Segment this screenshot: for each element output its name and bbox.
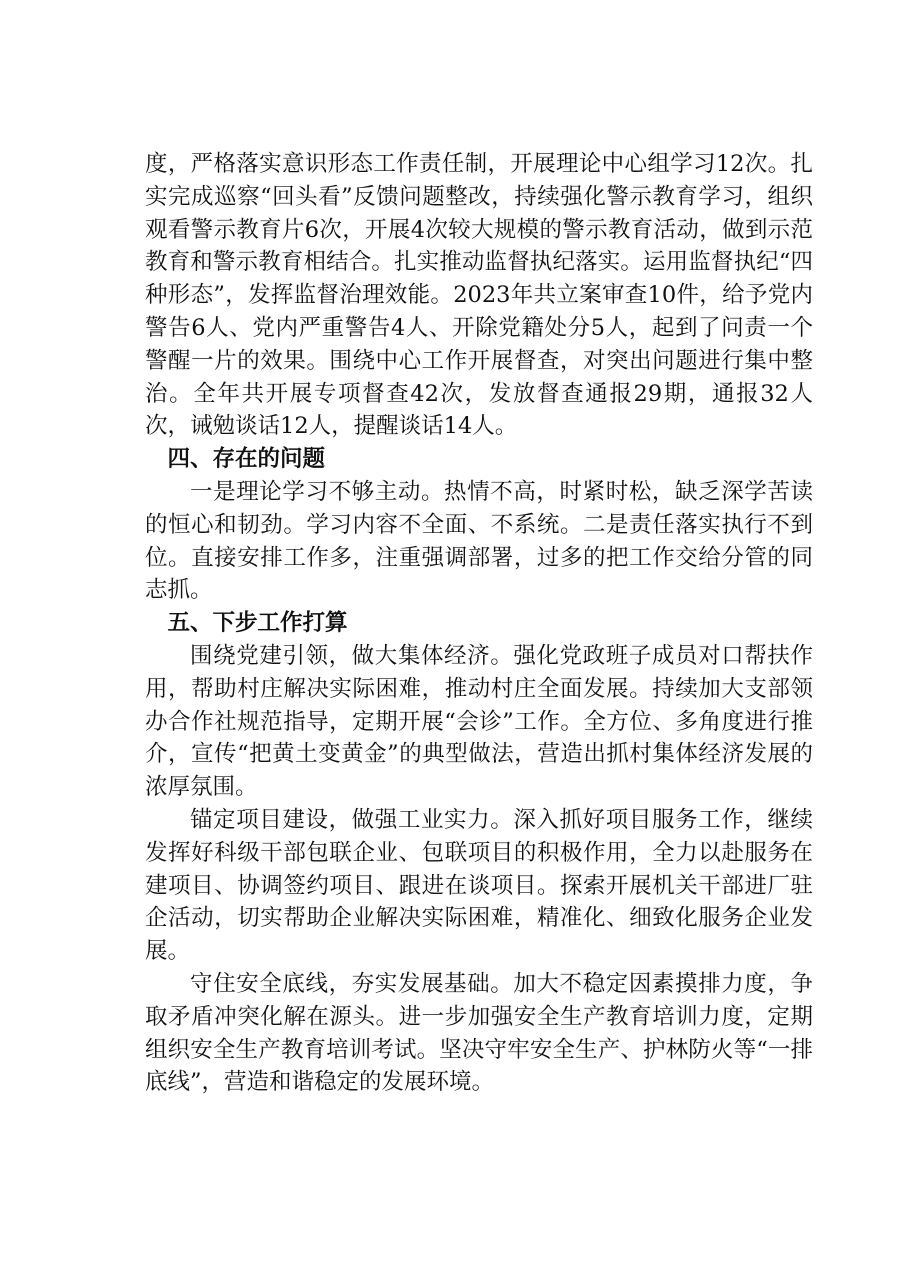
section-heading-existing-problems: 四、存在的问题: [167, 446, 326, 473]
paragraph-discipline-summary: 度，严格落实意识形态工作责任制，开展理论中心组学习12次。扎实完成巡察“回头看”反馈问题整改，持续强化警示教育学习，组织观看警示教育片6次，开展4次较大规模的警示教育活动，做到示范教育和警示教育相结合。扎实推动监督执纪落实。运用监督执纪“四种形态”，发挥监督治理效能。2023年共立案审查10件，给予党内警告6人、党内严重警告4人、开除党籍处分5人，起到了问责一个警醒一片的效果。围绕中心工作开展督查，对突出问题进行集中整治。全年共开展专项督查42次，发放督查通报29期，通报32人次，诫勉谈话12人，提醒谈话14人。: [145, 151, 813, 440]
paragraph-problems: 一是理论学习不够主动。热情不高，时紧时松，缺乏深学苦读的恒心和韧劲。学习内容不全面、不系统。二是责任落实执行不到位。直接安排工作多，注重强调部署，过多的把工作交给分管的同志抓。: [145, 478, 813, 604]
paragraph-project-construction: 锚定项目建设，做强工业实力。深入抓好项目服务工作，继续发挥好科级干部包联企业、包联项目的积极作用，全力以赴服务在建项目、协调签约项目、跟进在谈项目。探索开展机关干部进厂驻企活动，切实帮助企业解决实际困难，精准化、细致化服务企业发展。: [145, 806, 813, 965]
paragraph-safety-bottom-line: 守住安全底线，夯实发展基础。加大不稳定因素摸排力度，争取矛盾冲突化解在源头。进一步加强安全生产教育培训力度，定期组织安全生产教育培训考试。坚决守牢安全生产、护林防火等“一排底线”，营造和谐稳定的发展环境。: [145, 970, 813, 1096]
document-body: [145, 148, 813, 1099]
paragraph-collective-economy: 围绕党建引领，做大集体经济。强化党政班子成员对口帮扶作用，帮助村庄解决实际困难，推动村庄全面发展。持续加大支部领办合作社规范指导，定期开展“会诊”工作。全方位、多角度进行推介，宣传“把黄土变黄金”的典型做法，营造出抓村集体经济发展的浓厚氛围。: [145, 642, 813, 801]
section-heading-next-steps: 五、下步工作打算: [167, 610, 348, 637]
